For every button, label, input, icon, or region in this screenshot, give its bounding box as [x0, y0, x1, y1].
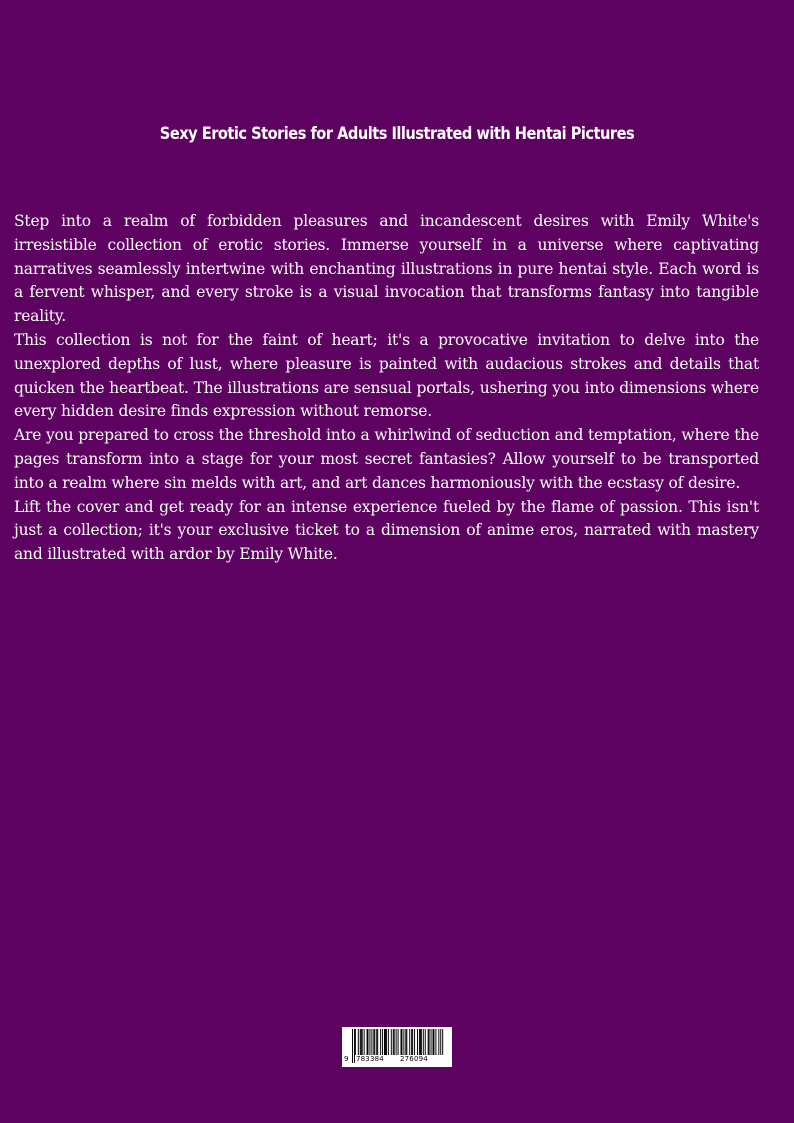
barcode-bar	[376, 1029, 377, 1055]
barcode-bar	[369, 1029, 370, 1055]
barcode-bar	[371, 1029, 372, 1055]
blurb-paragraph-3: Are you prepared to cross the threshold into a whirlwind of seduction and temptation, where the pages transform into a stage for your most secret fantasies? Allow yourself to be transported into a realm where sin melds with art, and art dances harmoniously with the ecstasy of desire.	[14, 426, 759, 492]
barcode-bar	[431, 1029, 432, 1055]
barcode-bar	[385, 1029, 386, 1055]
barcode-bar	[393, 1029, 394, 1055]
barcode-bar	[442, 1029, 443, 1055]
barcode-bar	[396, 1029, 397, 1055]
barcode-bar	[394, 1029, 395, 1055]
barcode-bar	[433, 1029, 434, 1055]
isbn-barcode	[342, 1027, 452, 1067]
barcode-first-digit: 9	[344, 1055, 349, 1063]
barcode-bar	[374, 1029, 375, 1055]
barcode-bar	[377, 1029, 378, 1055]
barcode-bar	[421, 1029, 422, 1055]
barcode-bar	[380, 1029, 381, 1055]
barcode-bar	[388, 1029, 389, 1055]
barcode-bar	[391, 1029, 392, 1055]
barcode-bar	[367, 1029, 368, 1055]
barcode-left-digits: 783384	[356, 1055, 384, 1063]
barcode-bar	[411, 1029, 412, 1055]
barcode-bar	[358, 1029, 359, 1055]
barcode-bar	[384, 1029, 385, 1055]
barcode-bar	[409, 1029, 410, 1055]
barcode-bar	[438, 1029, 439, 1055]
barcode-bar	[425, 1029, 426, 1055]
blurb-paragraph-4: Lift the cover and get ready for an intense experience fueled by the flame of passion. This isn't just a collection; it's your exclusive ticket to a dimension of anime eros, narrated with mastery and illustrated with ardor by Emily White.	[14, 497, 759, 564]
barcode-bar	[405, 1029, 406, 1055]
barcode-bar	[419, 1029, 420, 1055]
barcode-bar	[354, 1029, 355, 1063]
barcode-bar	[435, 1029, 436, 1055]
barcode-bar	[401, 1029, 402, 1055]
barcode-bar	[423, 1029, 424, 1055]
barcode-bar	[355, 1029, 356, 1055]
blurb-paragraph-2: This collection is not for the faint of heart; it's a provocative invitation to delve into the unexplored depths of lust, where pleasure is painted with audacious strokes and details that quicken the heartbeat. The illustrations are sensual portals, ushering you into dimensions where every hidden desire finds expression without remorse.	[14, 330, 759, 421]
barcode-right-digits: 276094	[400, 1055, 428, 1063]
barcode-bar	[386, 1029, 387, 1055]
barcode-bar	[406, 1029, 407, 1055]
barcode-bar	[401, 1029, 402, 1055]
barcode-bar	[420, 1029, 421, 1055]
cover-title: Sexy Erotic Stories for Adults Illustrated with Hentai Pictures	[159, 124, 635, 144]
barcode-bar	[417, 1029, 418, 1055]
blurb-text	[14, 210, 759, 567]
barcode-bar	[414, 1029, 415, 1055]
barcode-bar	[398, 1029, 399, 1055]
barcode-bar	[368, 1029, 369, 1055]
barcode-bar	[364, 1029, 365, 1055]
barcode-bar	[362, 1029, 363, 1055]
barcode-bar	[373, 1029, 374, 1055]
barcode-bar	[403, 1029, 404, 1055]
barcode-bar	[440, 1029, 441, 1055]
barcode-bar	[352, 1029, 353, 1063]
barcode-bar	[433, 1029, 434, 1055]
blurb-paragraph-1: Step into a realm of forbidden pleasures and incandescent desires with Emily White's irresistible collection of erotic stories. Immerse yourself in a universe where captivating narratives seamlessly intertwine with enchanting illustrations in pure hentai style. Each word is a fervent whisper, and every stroke is a visual invocation that transforms fantasy into tangible reality.	[14, 212, 759, 326]
barcode-bar	[360, 1029, 361, 1055]
barcode-bar	[382, 1029, 383, 1055]
barcode-bar	[428, 1029, 429, 1055]
barcode-bar	[361, 1029, 362, 1055]
barcode-bar	[412, 1029, 413, 1055]
barcode-bar	[429, 1029, 430, 1055]
